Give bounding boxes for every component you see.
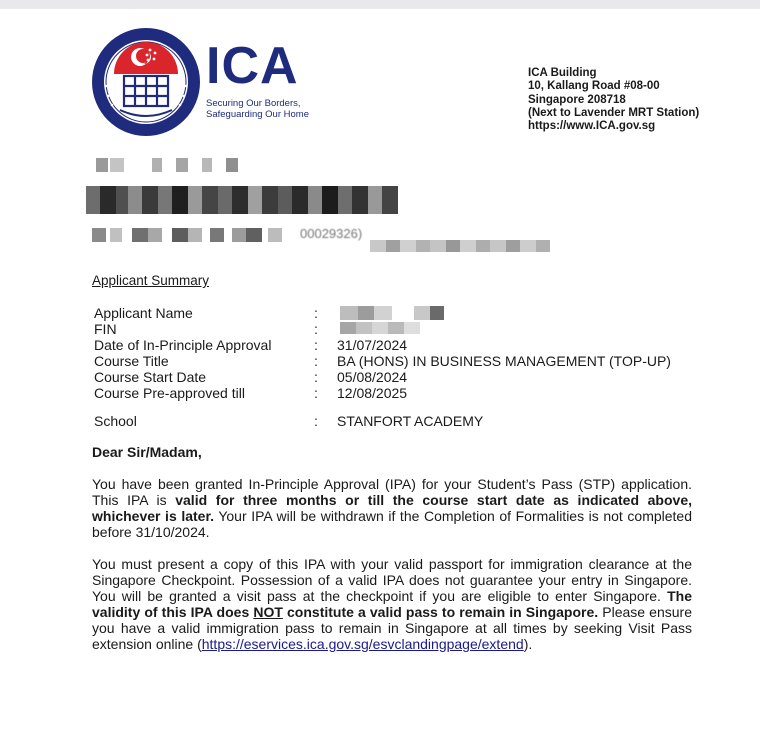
validity-warning: The validity of this IPA does NOT constitute a valid pass to remain in Singapore. xyxy=(92,588,692,620)
school-value: STANFORT ACADEMY xyxy=(337,413,484,429)
row-colon: : xyxy=(314,369,318,385)
ipa-date-value: 31/07/2024 xyxy=(337,337,408,353)
address-line: ICA Building xyxy=(528,67,597,79)
visit-pass-extension-link[interactable]: https://eservices.ica.gov.sg/esvclandingpage/extend xyxy=(201,636,524,652)
ica-address-block xyxy=(528,67,699,133)
tagline: Securing Our Borders, Safeguarding Our Home xyxy=(206,98,309,120)
applicant-summary-heading: Applicant Summary xyxy=(92,273,210,288)
address-line: 10, Kallang Road #08-00 xyxy=(528,80,660,93)
row-label-school: School xyxy=(94,413,137,429)
row-label-course-title: Course Title xyxy=(94,353,169,369)
ica-logo-text xyxy=(206,37,309,120)
row-colon: : xyxy=(314,321,318,337)
paragraph-immigration-clearance: You must present a copy of this IPA with your valid passport for immigration clearance at the Singapore Checkpoint. Possession of a valid IPA does not guarantee your entry in Singapore. You will be granted a visit pass at the checkpoint if you are eligible to enter Singapore. The validity of this IPA does NOT constitute a valid pass to remain in Singapore. Please ensure you have a valid immigration pass to remain in Singapore at all times by seeking Visit Pass extension online (https://eservices.ica.gov.sg/esvclandingpage/extend). xyxy=(92,556,692,652)
row-label-course-start: Course Start Date xyxy=(94,369,207,385)
row-colon: : xyxy=(314,305,318,321)
row-colon: : xyxy=(314,337,318,353)
course-title-value: BA (HONS) IN BUSINESS MANAGEMENT (TOP-UP) xyxy=(337,353,671,369)
redacted-reference-fragment: 00029326) xyxy=(300,226,363,241)
ica-wordmark: ICA xyxy=(206,37,299,95)
paragraph-ipa-validity: You have been granted In-Principle Approval (IPA) for your Student’s Pass (STP) application. This IPA is valid for three months or till the course start date as indicated above, whichever is later. Your IPA will be withdrawn if the Completion of Formalities is not completed before 31/10/2024. xyxy=(92,476,693,540)
validity-emphasis: valid for three months or till the course start date as indicated above, whichever is later. xyxy=(92,492,693,524)
row-label-fin: FIN xyxy=(94,321,117,337)
course-start-value: 05/08/2024 xyxy=(337,369,408,385)
redacted-recipient-line3b xyxy=(370,240,550,258)
redacted-recipient-line1 xyxy=(96,158,238,176)
redacted-recipient-line2 xyxy=(86,186,398,214)
address-url: https://www.ICA.gov.sg xyxy=(528,120,656,133)
ica-seal-logo xyxy=(90,26,202,138)
redacted-recipient-line3 xyxy=(92,228,282,246)
row-colon: : xyxy=(314,413,318,429)
top-bar xyxy=(0,0,760,9)
row-label-ipa-date: Date of In-Principle Approval xyxy=(94,337,272,353)
address-line: (Next to Lavender MRT Station) xyxy=(528,106,700,119)
pre-approved-till-value: 12/08/2025 xyxy=(337,385,408,401)
row-label-pre-approved-till: Course Pre-approved till xyxy=(94,385,245,401)
row-colon: : xyxy=(314,353,318,369)
address-line: Singapore 208718 xyxy=(528,93,626,106)
row-colon: : xyxy=(314,385,318,401)
salutation: Dear Sir/Madam, xyxy=(92,444,202,460)
row-label-applicant-name: Applicant Name xyxy=(94,305,193,321)
